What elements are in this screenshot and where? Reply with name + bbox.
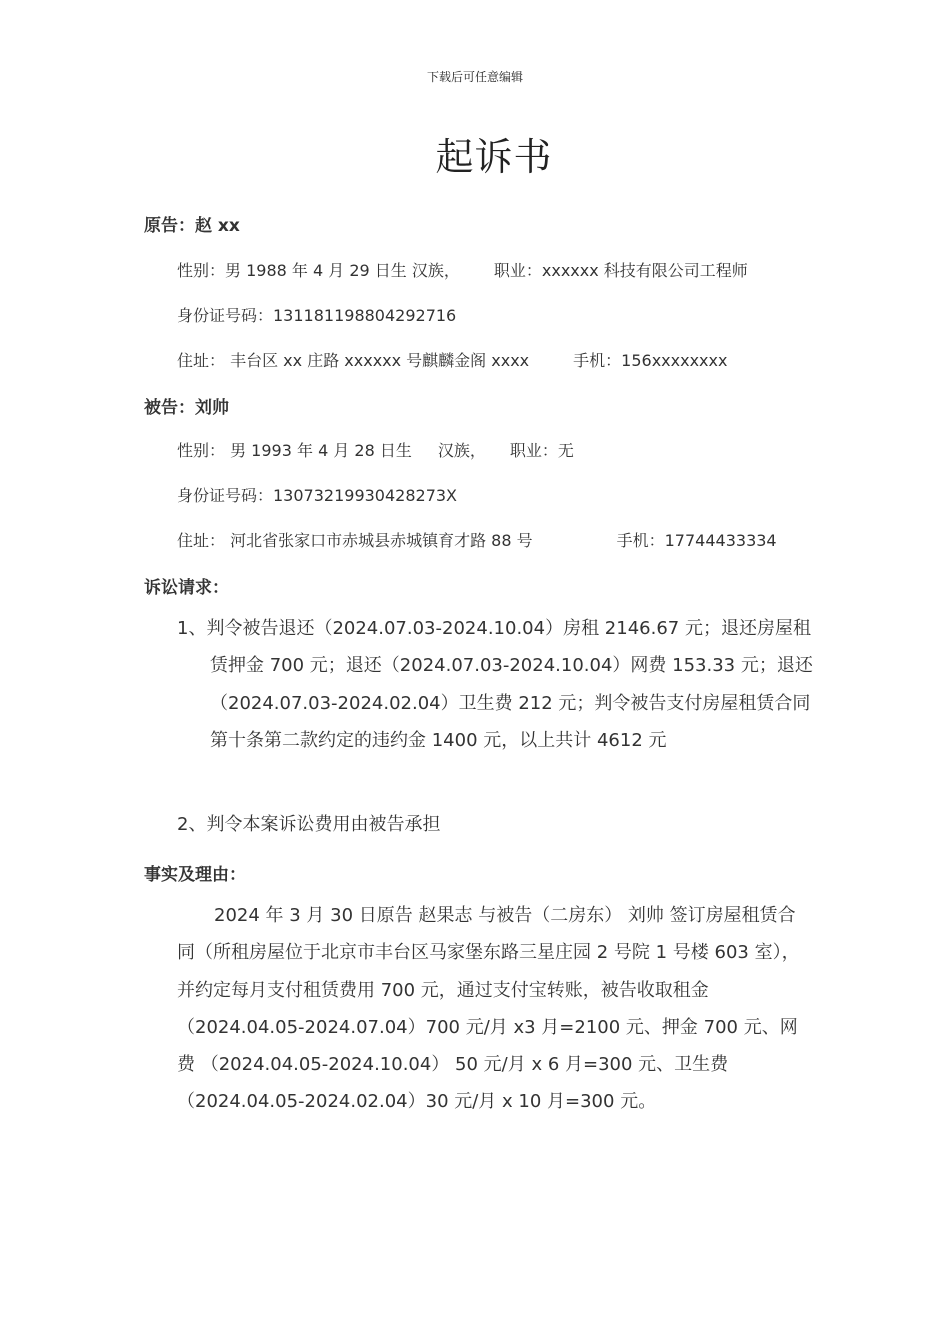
defendant-address-line xyxy=(177,528,777,551)
claims-heading: 诉讼请求： xyxy=(144,578,229,598)
claim-item: 2、判令本案诉讼费用由被告承担 xyxy=(177,814,441,835)
defendant-occupation: 职业：无 xyxy=(509,441,574,460)
plaintiff-gender-birth: 性别：男 1988 年 4 月 29 日生 汉族， xyxy=(177,261,460,280)
plaintiff-basic-info xyxy=(177,258,748,281)
defendant-basic-info xyxy=(177,438,574,461)
defendant-ethnicity: 汉族， xyxy=(437,441,486,460)
facts-heading: 事实及理由： xyxy=(144,865,246,885)
defendant-heading: 被告：刘帅 xyxy=(144,398,229,418)
defendant-address: 住址： 河北省张家口市赤城县赤城镇育才路 88 号 xyxy=(177,531,533,550)
defendant-phone: 手机：17744433334 xyxy=(616,531,777,550)
header-note: 下载后可任意编辑 xyxy=(426,70,523,84)
facts-body: 2024 年 3 月 30 日原告 赵果志 与被告（二房东） 刘帅 签订房屋租赁合同（所租房屋位于北京市丰台区马家堡东路三星庄园 2 号院 1 号楼 603 室），并约定每月支付租赁费用 700 元，通过支付宝转账，被告收取租金（2024.04.05-2024.07.04）700 元/月 x3 月=2100 元、押金 700 元、网费 （2024.04.05-2024.10.04） 50 元/月 x 6 月=300 元、卫生费（2024.04.05-2024.02.04）30 元/月 x 10 月=300 元。 xyxy=(177,905,800,1113)
plaintiff-address-line xyxy=(177,348,727,371)
plaintiff-id-number: 身份证号码：131181198804292716 xyxy=(177,306,457,325)
plaintiff-address: 住址： 丰台区 xx 庄路 xxxxxx 号麒麟金阁 xxxx xyxy=(177,351,530,370)
defendant-id-number: 身份证号码：13073219930428273X xyxy=(177,486,458,505)
defendant-gender-birth: 性别： 男 1993 年 4 月 28 日生 xyxy=(177,441,412,460)
document-title: 起诉书 xyxy=(435,135,553,179)
plaintiff-occupation: 职业：xxxxxx 科技有限公司工程师 xyxy=(493,261,748,280)
plaintiff-heading: 原告：赵 xx xyxy=(144,216,240,236)
claim-item: 1、判令被告退还（2024.07.03-2024.10.04）房租 2146.67 元；退还房屋租赁押金 700 元；退还（2024.07.03-2024.10.04）网费 153.33 元；退还（2024.07.03-2024.02.04）卫生费 212 元；判令被告支付房屋租赁合同第十条第二款约定的违约金 1400 元，以上共计 4612 元 xyxy=(177,618,813,751)
plaintiff-phone: 手机：156xxxxxxxx xyxy=(573,351,728,370)
